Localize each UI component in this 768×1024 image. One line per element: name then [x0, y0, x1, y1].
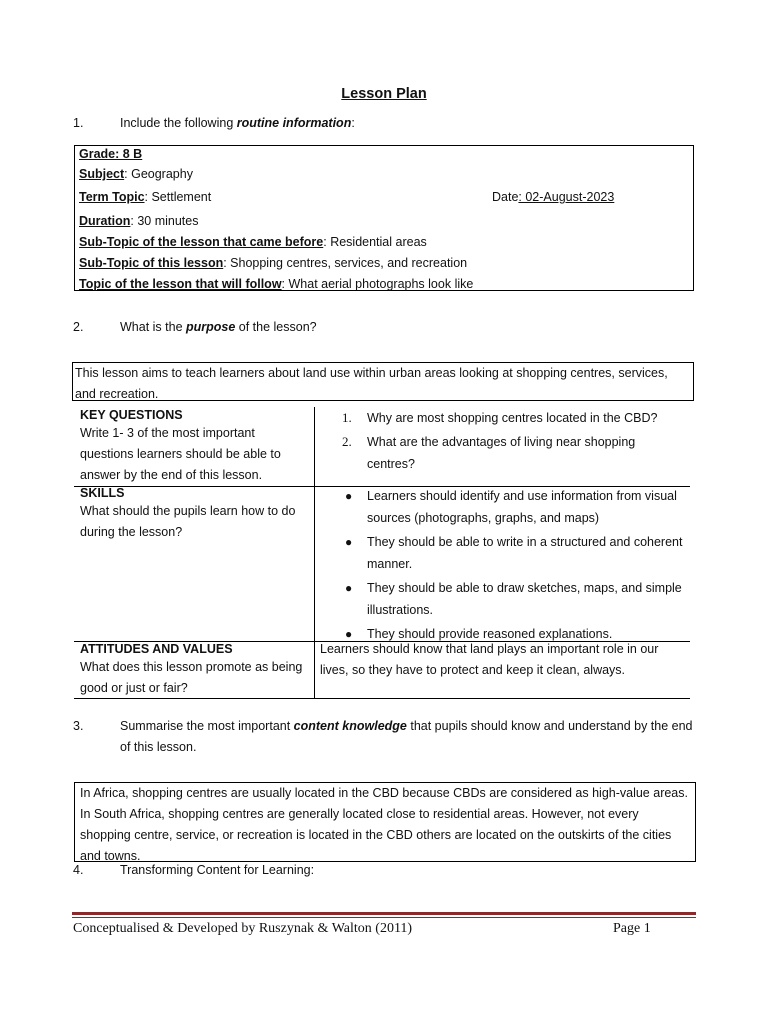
content-knowledge-box: In Africa, shopping centres are usually located in the CBD because CBDs are considered as high-value areas. In South Africa, shopping centres are generally located close to residential areas. However, not every shopping centre, service, or recreation is located in the CBD others are located on the outskirts of the cities and towns. [74, 782, 696, 862]
list-item: ● Learners should identify and use information from visual sources (photographs, graphs, and maps) [320, 485, 686, 529]
term-topic-field: Term Topic: Settlement [79, 190, 212, 204]
bullet-icon: ● [345, 535, 353, 549]
page-number: Page 1 [613, 921, 651, 936]
current-subtopic-field: Sub-Topic of this lesson: Shopping centres, services, and recreation [79, 256, 468, 270]
subject-field: Subject: Geography [79, 167, 193, 181]
routine-info-box [74, 145, 694, 291]
duration-field: Duration: 30 minutes [79, 214, 199, 228]
skills-heading: SKILLS [80, 486, 125, 500]
next-topic-field: Topic of the lesson that will follow: What aerial photographs look like [79, 277, 474, 291]
date-field: Date: 02-August-2023 [492, 190, 615, 204]
bullet-icon: ● [345, 489, 353, 503]
question-number: 3. [73, 719, 84, 733]
question-4-text: Transforming Content for Learning: [120, 863, 315, 877]
key-questions-heading: KEY QUESTIONS [80, 408, 183, 422]
footer-rule [72, 917, 696, 918]
question-3-text: Summarise the most important content knowledge that pupils should know and understand by the end of this lesson. [120, 719, 693, 754]
grade-field: Grade: 8 B [79, 147, 143, 161]
list-item: 2. What are the advantages of living near shopping centres? [342, 434, 636, 471]
bullet-icon: ● [345, 581, 353, 595]
question-1-text: Include the following routine information: [120, 116, 355, 130]
column-divider [314, 407, 315, 699]
list-item: ● They should be able to draw sketches, maps, and simple illustrations. [320, 577, 686, 621]
skills-prompt: What should the pupils learn how to do during the lesson? [80, 504, 296, 539]
lesson-plan-table [74, 407, 690, 699]
question-2-text: What is the purpose of the lesson? [120, 320, 317, 334]
attitudes-cell [80, 641, 308, 699]
previous-subtopic-field: Sub-Topic of the lesson that came before: Residential areas [79, 235, 427, 249]
key-questions-prompt: Write 1- 3 of the most important questions learners should be able to answer by the end of this lesson. [80, 426, 281, 482]
key-questions-list [320, 407, 686, 475]
list-item: ● They should be able to write in a structured and coherent manner. [320, 531, 686, 575]
question-number: 4. [73, 863, 84, 877]
attitudes-answer: Learners should know that land plays an important role in our lives, so they have to protect and keep it clean, always. [320, 642, 659, 677]
question-number: 1. [73, 116, 84, 130]
footer-rule [72, 912, 696, 915]
list-item: ● They should provide reasoned explanations. [320, 623, 686, 645]
bullet-icon: ● [345, 627, 353, 641]
skills-list [320, 485, 686, 645]
key-questions-cell [80, 407, 308, 486]
question-number: 2. [73, 320, 84, 334]
attitudes-heading: ATTITUDES AND VALUES [80, 642, 233, 656]
page-title: Lesson Plan [341, 86, 427, 102]
purpose-box: This lesson aims to teach learners about land use within urban areas looking at shopping centres, services, and recreation. [72, 362, 694, 401]
list-item: 1. Why are most shopping centres located in the CBD? [342, 410, 658, 425]
footer-credit: Conceptualised & Developed by Ruszynak & Walton (2011) [73, 921, 413, 936]
attitudes-prompt: What does this lesson promote as being good or just or fair? [80, 660, 303, 695]
skills-cell [80, 485, 308, 543]
